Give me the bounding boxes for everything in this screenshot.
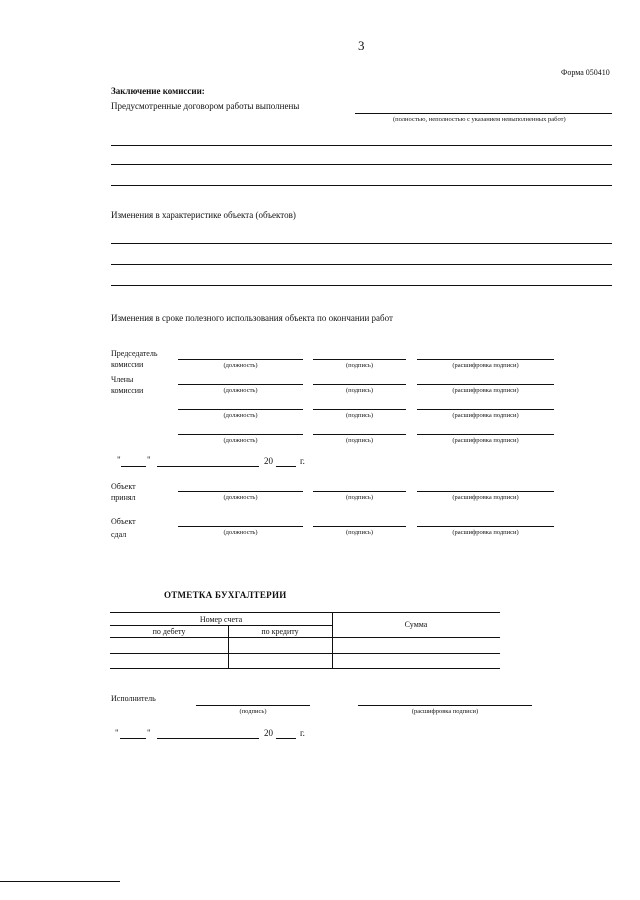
- table-row-divider: [110, 653, 500, 654]
- members-label-2: комиссии: [111, 386, 144, 395]
- executor-signature-caption: (подпись): [239, 708, 267, 715]
- date-year-prefix: 20: [264, 456, 273, 466]
- date-quote-close: ": [147, 455, 151, 465]
- date2-quote-open: ": [115, 728, 119, 738]
- commission-title: Заключение комиссии:: [111, 86, 205, 96]
- date2-month-line[interactable]: [157, 738, 259, 739]
- member1-signature-line[interactable]: [313, 384, 406, 385]
- sum-cell-1[interactable]: [333, 639, 499, 652]
- chairman-position-line[interactable]: [178, 359, 303, 360]
- page-number: 3: [358, 38, 365, 53]
- caption-decoding: (расшифровка подписи): [452, 362, 519, 369]
- caption-decoding: (расшифровка подписи): [452, 529, 519, 536]
- changes-object-label: Изменения в характеристике объекта (объектов): [111, 210, 296, 220]
- account-number-header: Номер счета: [199, 615, 243, 624]
- changes-term-label: Изменения в сроке полезного использования объекта по окончании работ: [111, 313, 393, 323]
- date-day-line[interactable]: [121, 466, 146, 467]
- handed-position-line[interactable]: [178, 526, 303, 527]
- caption-signature: (подпись): [346, 362, 373, 369]
- chairman-signature-line[interactable]: [313, 359, 406, 360]
- debit-cell-2[interactable]: [111, 655, 227, 667]
- handed-label-2: сдал: [111, 530, 127, 539]
- date-year-line[interactable]: [276, 466, 296, 467]
- form-code: Форма 050410: [561, 68, 610, 77]
- caption-position: (должность): [223, 412, 258, 419]
- caption-decoding: (расшифровка подписи): [452, 412, 519, 419]
- member1-decoding-line[interactable]: [417, 384, 554, 385]
- changes-object-line-2[interactable]: [111, 264, 612, 265]
- date-quote-open: ": [117, 455, 121, 465]
- handed-label-1: Объект: [111, 517, 136, 526]
- caption-decoding: (расшифровка подписи): [452, 437, 519, 444]
- chairman-decoding-line[interactable]: [417, 359, 554, 360]
- accepted-label-1: Объект: [111, 482, 136, 491]
- caption-signature: (подпись): [346, 437, 373, 444]
- caption-decoding: (расшифровка подписи): [452, 494, 519, 501]
- chairman-label-1: Председатель: [111, 349, 158, 358]
- date-month-line[interactable]: [157, 466, 259, 467]
- conclusion-line-2[interactable]: [111, 164, 612, 165]
- conclusion-line-1[interactable]: [111, 145, 612, 146]
- members-label-1: Члены: [111, 375, 134, 384]
- date2-year-suffix: г.: [300, 728, 305, 738]
- accepted-signature-line[interactable]: [313, 491, 406, 492]
- works-done-hint: (полностью, неполностью с указанием невыполненных работ): [393, 116, 566, 123]
- credit-header: по кредиту: [261, 627, 299, 636]
- chairman-label-2: комиссии: [111, 360, 144, 369]
- caption-signature: (подпись): [346, 387, 373, 394]
- member3-signature-line[interactable]: [313, 434, 406, 435]
- accepted-position-line[interactable]: [178, 491, 303, 492]
- accounting-title: ОТМЕТКА БУХГАЛТЕРИИ: [164, 590, 287, 600]
- caption-position: (должность): [223, 387, 258, 394]
- accepted-decoding-line[interactable]: [417, 491, 554, 492]
- executor-label: Исполнитель: [111, 694, 156, 703]
- member3-position-line[interactable]: [178, 434, 303, 435]
- table-bottom-border: [110, 668, 500, 669]
- member2-signature-line[interactable]: [313, 409, 406, 410]
- date2-day-line[interactable]: [120, 738, 146, 739]
- handed-signature-line[interactable]: [313, 526, 406, 527]
- member2-position-line[interactable]: [178, 409, 303, 410]
- changes-object-line-3[interactable]: [111, 285, 612, 286]
- caption-position: (должность): [223, 362, 258, 369]
- date-year-suffix: г.: [300, 456, 305, 466]
- credit-cell-2[interactable]: [229, 655, 331, 667]
- table-header-divider: [110, 625, 332, 626]
- executor-signature-line[interactable]: [196, 705, 310, 706]
- sum-header: Сумма: [404, 620, 428, 629]
- table-top-border: [110, 612, 500, 613]
- executor-decoding-line[interactable]: [358, 705, 532, 706]
- caption-signature: (подпись): [346, 494, 373, 501]
- accepted-label-2: принял: [111, 493, 136, 502]
- debit-cell-1[interactable]: [111, 639, 227, 652]
- date2-quote-close: ": [147, 728, 151, 738]
- date2-year-line[interactable]: [276, 738, 296, 739]
- executor-decoding-caption: (расшифровка подписи): [411, 708, 479, 715]
- date2-year-prefix: 20: [264, 728, 273, 738]
- caption-position: (должность): [223, 529, 258, 536]
- conclusion-line-3[interactable]: [111, 185, 612, 186]
- member3-decoding-line[interactable]: [417, 434, 554, 435]
- member2-decoding-line[interactable]: [417, 409, 554, 410]
- member1-position-line[interactable]: [178, 384, 303, 385]
- caption-decoding: (расшифровка подписи): [452, 387, 519, 394]
- works-done-label: Предусмотренные договором работы выполнены: [111, 101, 300, 111]
- works-done-line[interactable]: [355, 113, 612, 114]
- footer-rule: [0, 881, 120, 882]
- sum-cell-2[interactable]: [333, 655, 499, 667]
- caption-position: (должность): [223, 494, 258, 501]
- changes-object-line-1[interactable]: [111, 243, 612, 244]
- table-header-bottom: [110, 637, 500, 638]
- credit-cell-1[interactable]: [229, 639, 331, 652]
- caption-signature: (подпись): [346, 412, 373, 419]
- handed-decoding-line[interactable]: [417, 526, 554, 527]
- debit-header: по дебету: [152, 627, 186, 636]
- caption-position: (должность): [223, 437, 258, 444]
- caption-signature: (подпись): [346, 529, 373, 536]
